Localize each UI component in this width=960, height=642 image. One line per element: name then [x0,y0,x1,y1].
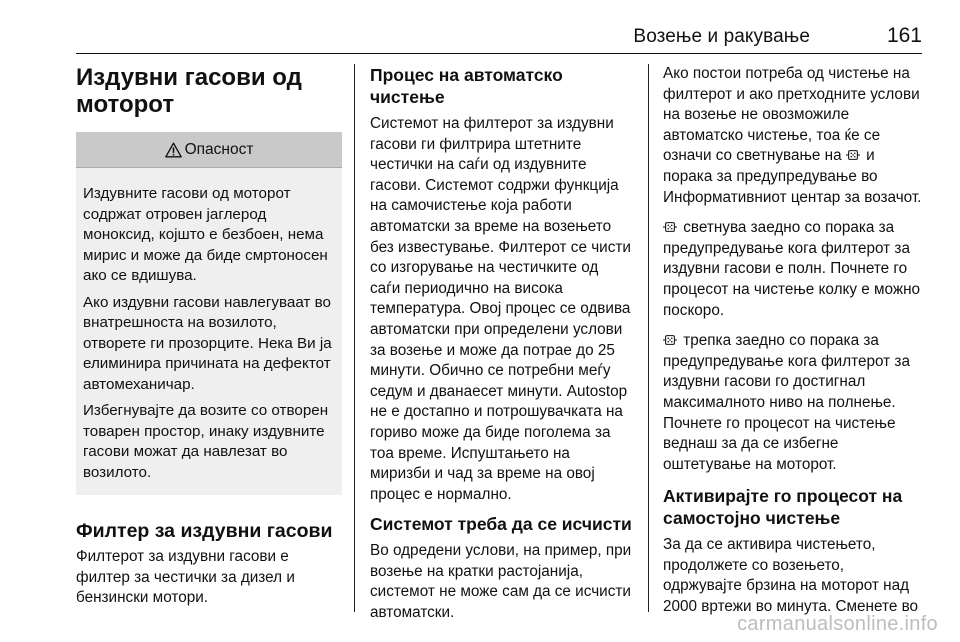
warning-paragraph: Избегнувајте да возите со отворен товарен простор, инаку издувните гасови можат да навлезат во возилото. [83,402,329,481]
needs-clean-heading: Системот треба да се исчисти [370,514,632,535]
column-right [663,64,925,628]
activate-clean-text: За да се активира чистењето, продолжете со возењето, одржувајте брзина на моторот над 2000 вртежи во минута. Сменете во [663,536,919,616]
warning-label: Опасност [184,141,254,158]
indicator-flash-description: трепка заедно со порака за предупредување кога филтерот за издувни гасови го достигнал максималното ниво на полнење. Почнете го процесот на чистење веднаш за да се избегне оштетување на моторот. [663,332,910,473]
exhaust-filter-symbol-icon [663,333,677,347]
exhaust-filter-symbol-icon [846,148,860,162]
clean-indicator-text [663,64,925,208]
page-header [0,18,960,58]
section-title: Возење и ракување [633,26,810,47]
column-divider [648,64,649,612]
warning-body [76,168,342,495]
column-divider [354,64,355,612]
auto-clean-heading: Процес на автоматско чистење [370,65,563,107]
auto-clean-text: Системот на филтерот за издувни гасови ги филтрира штетните честички на саѓи од издувните гасови. Системот содржи функција на самочистење која работи автоматски за време на возењето без известување. Филтерот се чисти со изгорување на честичките од саѓи периодично на висока температура. Овој процес се одвива автоматски при определени услови за возење и може да потрае до 25 минути. Обично се потребни меѓу седум и дванаесет минути. Autostop не е достапно и потрошувачката на гориво може да биде поголема за тоа време. Испуштањето на миризби и чад за време на овој процес е нормално. [370,115,631,503]
warning-paragraph: Издувните гасови од моторот содржат отровен јаглерод моноксид, којшто е безбоен, нема мирис и може да биде смртоносен ако се вдишува. [83,185,328,284]
warning-header [76,133,342,168]
warning-box [76,132,342,495]
warning-paragraph: Ако издувни гасови навлегуваат во внатрешноста на возилото, отворете ги прозорците. Нека Ви ја елиминира причината на дефектот автомеханичар. [83,293,332,393]
page-title: Издувни гасови од моторот [76,64,302,118]
column-left [76,64,344,617]
clean-indicator-text-start: Ако постои потреба од чистење на филтерот и ако претходните услови на возење не овозможиле автоматско чистење, тоа ќе се означи со светнување на [663,65,920,165]
column-middle [370,64,632,632]
activate-clean-heading: Активирајте го процесот на самостојно чистење [663,486,903,529]
warning-triangle-icon [165,142,182,158]
indicator-lit-description: светнува заедно со порака за предупредување кога филтерот за издувни гасови е полн. Почнете го процесот на чистење колку е можно поскоро. [663,219,921,319]
header-rule [76,53,922,54]
page-number: 161 [886,24,922,47]
exhaust-filter-symbol-icon [663,220,677,234]
indicator-lit-text [663,218,925,321]
needs-clean-text: Во одредени услови, на пример, при возење на кратки растојанија, системот не може сам да се исчисти автоматски. [370,542,632,622]
clean-indicator-text-end: и порака за предупредување во Информативниот центар за возачот. [663,147,922,206]
indicator-flash-text [663,331,925,475]
filter-text: Филтерот за издувни гасови е филтер за честички за дизел и бензински мотори. [76,548,295,607]
filter-heading: Филтер за издувни гасови [76,520,333,542]
watermark: carmanualsonline.info [737,613,938,635]
